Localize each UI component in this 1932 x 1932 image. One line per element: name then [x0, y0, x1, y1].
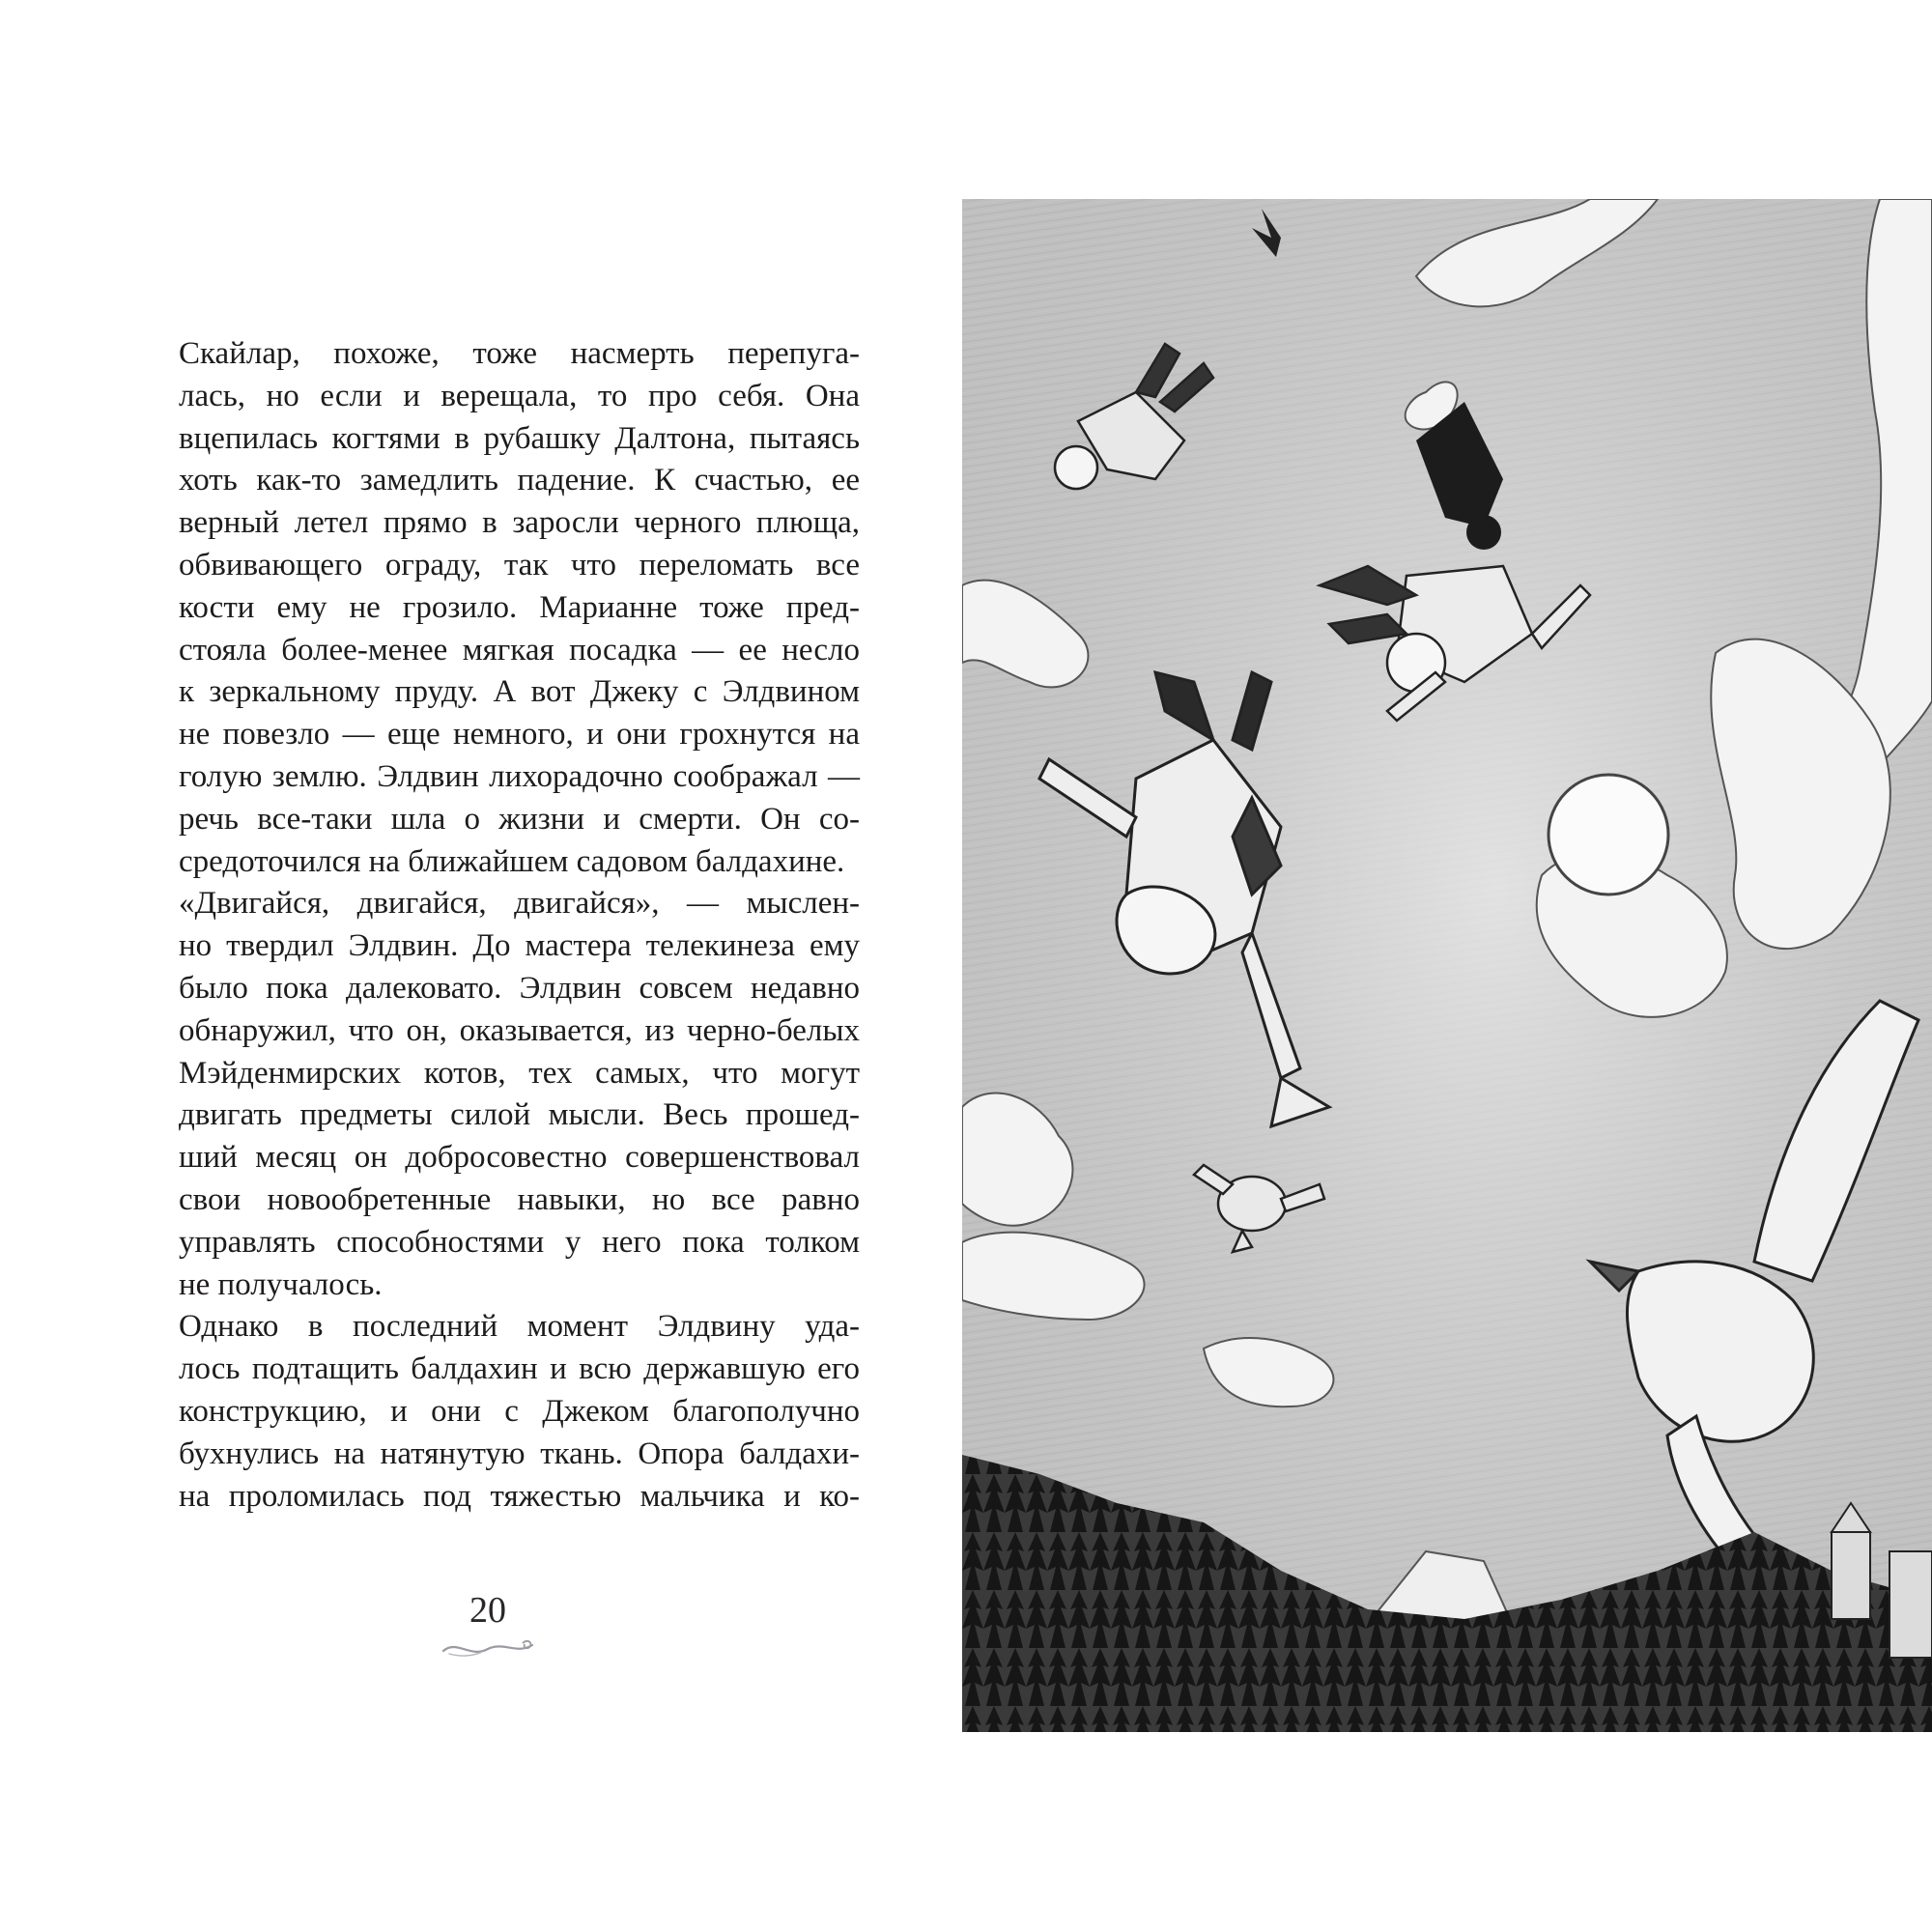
text-line: управлять способностями у него пока толком — [179, 1224, 860, 1260]
text-line: Мэйденмирских котов, тех самых, что могут — [179, 1055, 860, 1091]
pencil-illustration-falling-children-icon — [962, 199, 1932, 1732]
text-line: верный летел прямо в заросли черного плюща, — [179, 505, 860, 541]
illustration — [962, 199, 1932, 1732]
text-line: Скайлар, похоже, тоже насмерть перепуга- — [179, 336, 860, 371]
text-line: стояла более-менее мягкая посадка — ее несло — [179, 632, 860, 668]
text-line: не получалось. — [179, 1266, 383, 1302]
text-line: Однако в последний момент Элдвину уда- — [179, 1309, 860, 1345]
text-line: кости ему не грозило. Марианне тоже пред- — [179, 589, 860, 625]
text-line: «Двигайся, двигайся, двигайся», — мыслен- — [179, 886, 860, 922]
text-line: было пока далековато. Элдвин совсем недавно — [179, 970, 860, 1006]
text-line: конструкцию, и они с Джеком благополучно — [179, 1393, 860, 1429]
text-line: лась, но если и верещала, то про себя. Она — [179, 378, 860, 413]
text-line: обнаружил, что он, оказывается, из черно-белых — [179, 1012, 860, 1048]
text-line: вцепилась когтями в рубашку Далтона, пытаясь — [179, 420, 860, 456]
text-line: не повезло — еще немного, и они грохнутся на — [179, 717, 860, 753]
text-line: ший месяц он добросовестно совершенствовал — [179, 1140, 860, 1176]
text-line: к зеркальному пруду. А вот Джеку с Элдвином — [179, 674, 860, 710]
text-line: голую землю. Элдвин лихорадочно соображал — — [179, 758, 860, 794]
text-line: хоть как-то замедлить падение. К счастью, ее — [179, 463, 860, 498]
text-line: но твердил Элдвин. До мастера телекинеза ему — [179, 928, 860, 964]
text-line: обвивающего ограду, так что переломать все — [179, 547, 860, 582]
text-line: речь все-таки шла о жизни и смерти. Он со- — [179, 801, 860, 837]
page-number: 20 — [469, 1590, 506, 1631]
text-line: на проломилась под тяжестью мальчика и ко- — [179, 1478, 860, 1514]
text-line: свои новообретенные навыки, но все равно — [179, 1181, 860, 1217]
moon-icon — [1548, 775, 1668, 895]
text-line: бухнулись на натянутую ткань. Опора балдахи- — [179, 1435, 860, 1471]
paragraph-2 — [130, 883, 860, 1306]
text-line: средоточился на ближайшем садовом балдахине. — [179, 843, 845, 879]
text-line: двигать предметы силой мысли. Весь прошед- — [179, 1097, 860, 1133]
text-line: лось подтащить балдахин и всю державшую его — [179, 1351, 860, 1387]
page-footer — [425, 1589, 551, 1661]
body-text — [130, 333, 860, 1518]
flourish-ornament-icon — [440, 1635, 536, 1661]
paragraph-1 — [130, 333, 860, 883]
paragraph-3 — [130, 1306, 860, 1518]
